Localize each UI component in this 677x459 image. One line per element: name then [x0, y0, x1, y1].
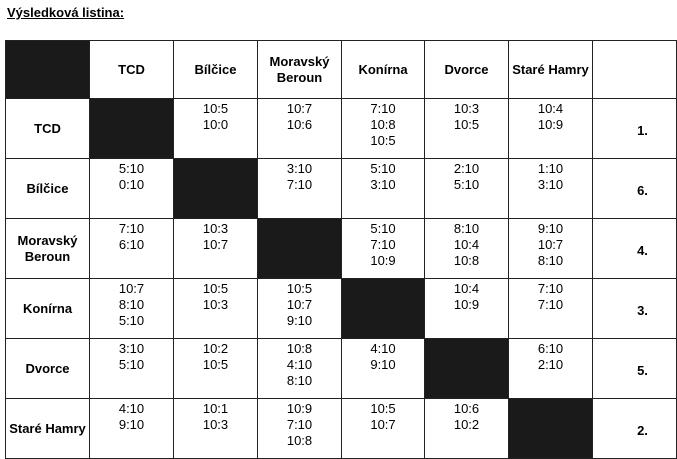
set-score: 10:6 [286, 117, 313, 132]
set-score: 3:10 [286, 161, 313, 176]
score-cell [425, 159, 509, 219]
set-score: 10:4 [453, 281, 480, 296]
table-row [6, 399, 677, 459]
score-cell [342, 399, 425, 459]
set-score: 10:2 [453, 417, 480, 432]
rank-cell [593, 99, 677, 159]
set-score: 3:10 [537, 177, 564, 192]
rank-cell [593, 339, 677, 399]
set-score: 5:10 [118, 161, 145, 176]
set-score: 7:10 [370, 101, 396, 116]
score-cell [258, 99, 342, 159]
set-score: 7:10 [537, 281, 564, 296]
set-score: 8:10 [286, 373, 313, 388]
set-score: 10:5 [202, 101, 229, 116]
rank-cell [593, 159, 677, 219]
set-score: 5:10 [370, 221, 396, 236]
set-score: 10:4 [537, 101, 564, 116]
set-score: 0:10 [118, 177, 145, 192]
set-score: 10:7 [286, 101, 313, 116]
rank-header [593, 41, 677, 99]
row-header: Moravský Beroun [6, 219, 90, 279]
set-score: 7:10 [286, 417, 313, 432]
score-cell [174, 99, 258, 159]
row-header: Konírna [6, 279, 90, 339]
score-cell [90, 219, 174, 279]
score-cell [425, 219, 509, 279]
set-score: 9:10 [537, 221, 564, 236]
diagonal-cell [174, 159, 258, 219]
rank-value: 6. [637, 182, 648, 198]
score-cell [425, 99, 509, 159]
set-score: 10:5 [370, 133, 396, 148]
score-cell [509, 339, 593, 399]
rank-value: 1. [637, 122, 648, 138]
set-score: 7:10 [370, 237, 396, 252]
set-score: 8:10 [118, 297, 145, 312]
diagonal-cell [342, 279, 425, 339]
rank-cell [593, 279, 677, 339]
row-header: Dvorce [6, 339, 90, 399]
score-cell [90, 399, 174, 459]
score-cell [174, 279, 258, 339]
rank-value: 5. [637, 362, 648, 378]
set-score: 10:5 [202, 281, 229, 296]
set-score: 5:10 [453, 177, 480, 192]
set-score: 10:5 [286, 281, 313, 296]
score-cell [509, 219, 593, 279]
score-cell [90, 159, 174, 219]
set-score: 10:0 [202, 117, 229, 132]
score-cell [174, 219, 258, 279]
set-score: 7:10 [537, 297, 564, 312]
set-score: 10:7 [286, 297, 313, 312]
score-cell [174, 399, 258, 459]
score-cell [258, 399, 342, 459]
set-score: 5:10 [370, 161, 396, 176]
set-score: 7:10 [118, 221, 145, 236]
set-score: 2:10 [453, 161, 480, 176]
score-cell [90, 279, 174, 339]
set-score: 10:5 [453, 117, 480, 132]
set-score: 10:7 [202, 237, 229, 252]
set-score: 10:8 [453, 253, 480, 268]
set-score: 10:7 [118, 281, 145, 296]
rank-value: 2. [637, 422, 648, 438]
diagonal-cell [258, 219, 342, 279]
score-cell [425, 279, 509, 339]
set-score: 10:9 [453, 297, 480, 312]
set-score: 10:9 [370, 253, 396, 268]
column-header: Bílčice [174, 41, 258, 99]
set-score: 10:8 [286, 341, 313, 356]
row-header: Staré Hamry [6, 399, 90, 459]
table-row [6, 159, 677, 219]
set-score: 5:10 [118, 313, 145, 328]
score-cell [342, 219, 425, 279]
set-score: 10:7 [370, 417, 396, 432]
results-table [5, 40, 677, 459]
column-header: Staré Hamry [509, 41, 593, 99]
set-score: 10:7 [537, 237, 564, 252]
table-row [6, 219, 677, 279]
score-cell [509, 279, 593, 339]
page-title: Výsledková listina: [7, 5, 125, 20]
set-score: 10:8 [286, 433, 313, 448]
score-cell [258, 339, 342, 399]
score-cell [342, 339, 425, 399]
score-cell [90, 339, 174, 399]
set-score: 10:6 [453, 401, 480, 416]
set-score: 10:3 [453, 101, 480, 116]
set-score: 2:10 [537, 357, 564, 372]
set-score: 4:10 [286, 357, 313, 372]
set-score: 4:10 [118, 401, 145, 416]
table-row [6, 279, 677, 339]
score-cell [174, 339, 258, 399]
set-score: 3:10 [370, 177, 396, 192]
set-score: 10:8 [370, 117, 396, 132]
rank-value: 3. [637, 302, 648, 318]
set-score: 10:5 [202, 357, 229, 372]
set-score: 9:10 [286, 313, 313, 328]
column-header: Moravský Beroun [258, 41, 342, 99]
column-header: Konírna [342, 41, 425, 99]
score-cell [258, 279, 342, 339]
set-score: 6:10 [118, 237, 145, 252]
set-score: 8:10 [453, 221, 480, 236]
score-cell [342, 159, 425, 219]
set-score: 10:2 [202, 341, 229, 356]
diagonal-cell [90, 99, 174, 159]
header-row [6, 41, 677, 99]
set-score: 10:3 [202, 221, 229, 236]
score-cell [342, 99, 425, 159]
corner-cell [6, 41, 90, 99]
set-score: 10:9 [537, 117, 564, 132]
set-score: 10:3 [202, 297, 229, 312]
rank-value: 4. [637, 242, 648, 258]
set-score: 4:10 [370, 341, 396, 356]
set-score: 8:10 [537, 253, 564, 268]
score-cell [509, 159, 593, 219]
table-row [6, 339, 677, 399]
table-row [6, 99, 677, 159]
set-score: 6:10 [537, 341, 564, 356]
score-cell [258, 159, 342, 219]
set-score: 10:3 [202, 417, 229, 432]
set-score: 10:4 [453, 237, 480, 252]
set-score: 9:10 [118, 417, 145, 432]
column-header: TCD [90, 41, 174, 99]
score-cell [509, 99, 593, 159]
column-header: Dvorce [425, 41, 509, 99]
diagonal-cell [425, 339, 509, 399]
set-score: 10:5 [370, 401, 396, 416]
rank-cell [593, 399, 677, 459]
set-score: 7:10 [286, 177, 313, 192]
row-header: Bílčice [6, 159, 90, 219]
diagonal-cell [509, 399, 593, 459]
set-score: 10:9 [286, 401, 313, 416]
set-score: 10:1 [202, 401, 229, 416]
score-cell [425, 399, 509, 459]
set-score: 1:10 [537, 161, 564, 176]
rank-cell [593, 219, 677, 279]
row-header: TCD [6, 99, 90, 159]
set-score: 3:10 [118, 341, 145, 356]
set-score: 9:10 [370, 357, 396, 372]
set-score: 5:10 [118, 357, 145, 372]
